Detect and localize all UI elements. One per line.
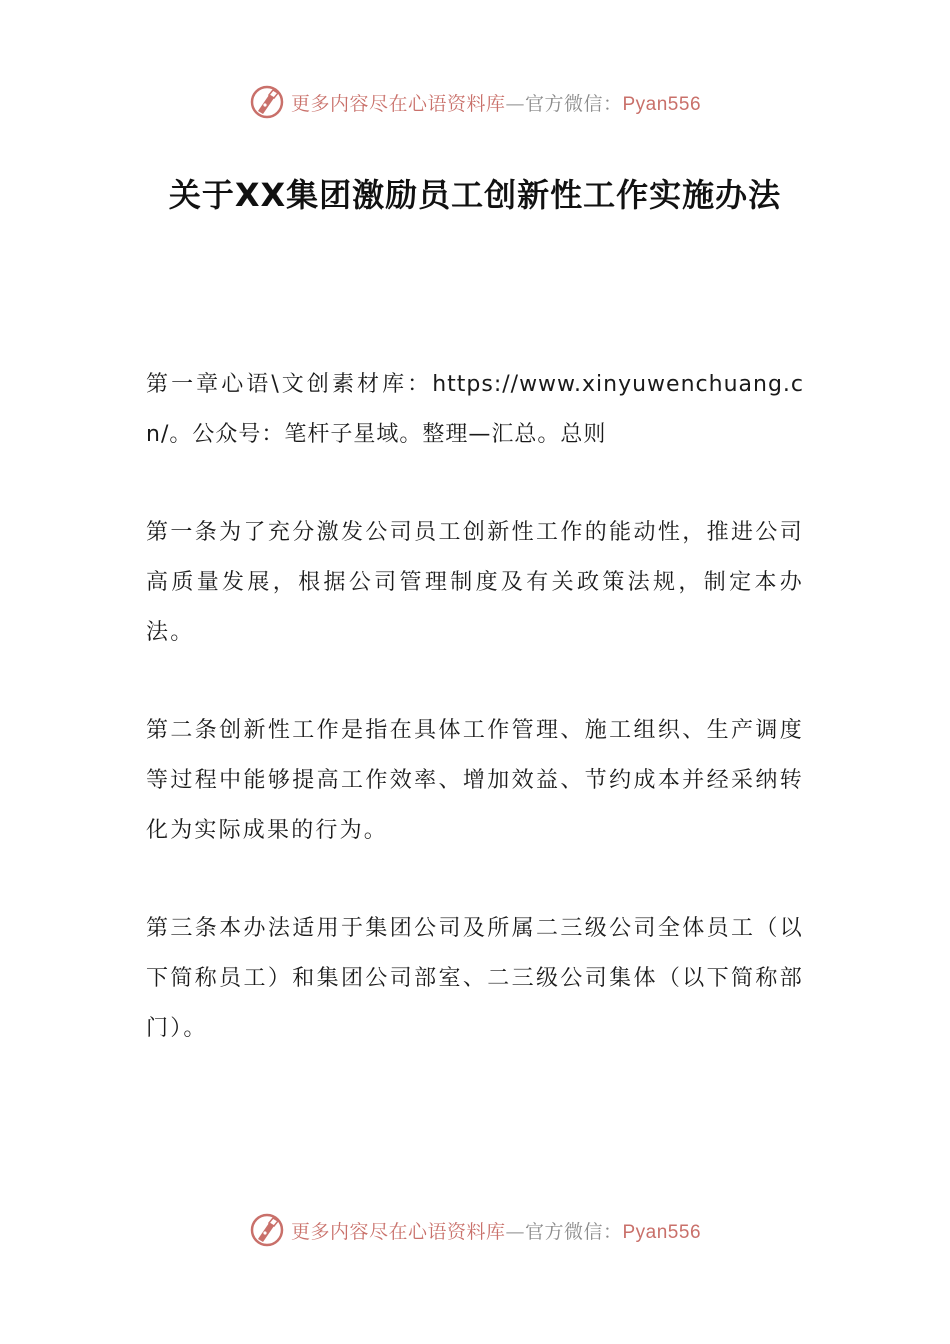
header-watermark (0, 82, 950, 122)
paragraph-article-2: 第二条创新性工作是指在具体工作管理、施工组织、生产调度等过程中能够提高工作效率、增加效益、节约成本并经采纳转化为实际成果的行为。 (146, 718, 804, 843)
watermark-text (291, 1217, 701, 1244)
watermark-dash: — (505, 1220, 525, 1243)
paragraph-article-3: 第三条本办法适用于集团公司及所属二三级公司全体员工（以下简称员工）和集团公司部室、二三级公司集体（以下简称部门）。 (146, 916, 804, 1041)
document-body (146, 360, 804, 1102)
watermark-official: 官方微信： (524, 92, 623, 115)
paragraph-chapter-heading: 第一章心语\文创素材库：https://www.xinyuwenchuang.cn/。公众号：笔杆子星域。整理—汇总。总则 (146, 372, 804, 447)
watermark-text (291, 89, 701, 116)
watermark-main: 更多内容尽在心语资料库 (290, 1220, 506, 1243)
watermark-account: Pyan556 (622, 93, 702, 115)
footer-watermark (0, 1210, 950, 1250)
watermark-dash: — (505, 92, 525, 115)
pen-nib-logo-icon (249, 1212, 285, 1248)
document-title: 关于XX集团激励员工创新性工作实施办法 (168, 176, 782, 214)
pen-nib-logo-icon (249, 84, 285, 120)
watermark-main: 更多内容尽在心语资料库 (290, 92, 506, 115)
paragraph-article-1: 第一条为了充分激发公司员工创新性工作的能动性，推进公司高质量发展，根据公司管理制度及有关政策法规，制定本办法。 (146, 520, 804, 645)
watermark-official: 官方微信： (524, 1220, 623, 1243)
watermark-account: Pyan556 (622, 1221, 702, 1243)
